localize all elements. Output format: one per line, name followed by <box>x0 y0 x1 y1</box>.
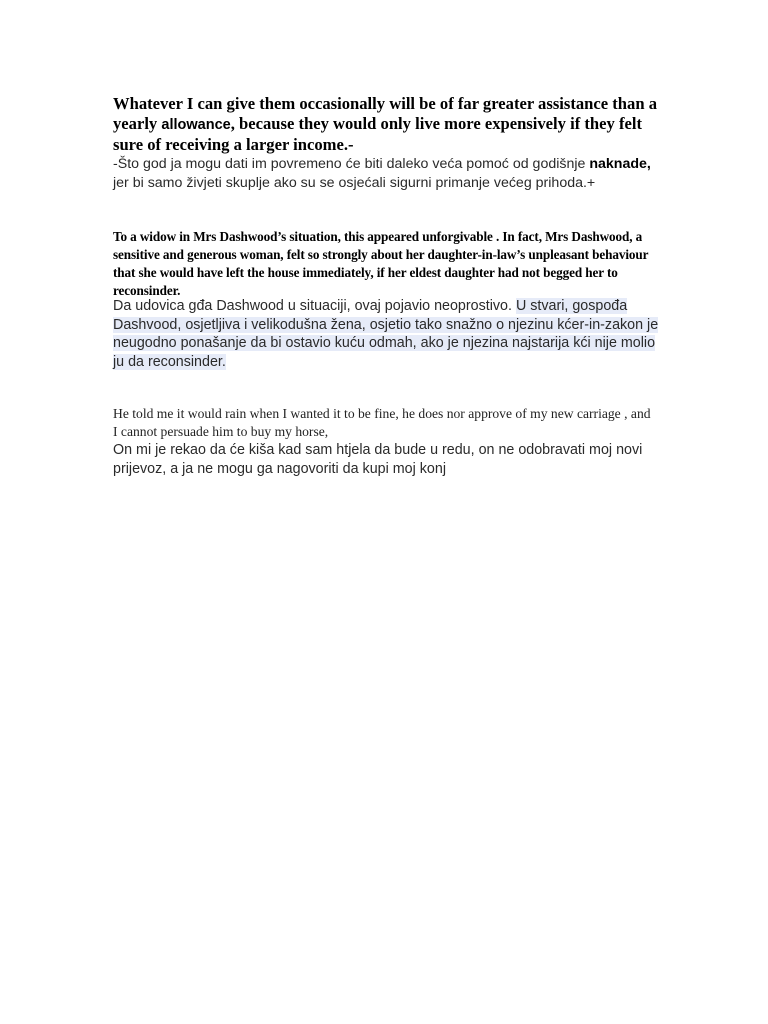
paragraph-2-croatian <box>113 297 661 371</box>
paragraph-2-croatian-plain: Da udovica gđa Dashwood u situaciji, ovaj pojavio neoprostivo. <box>113 298 516 314</box>
paragraph-1-english <box>113 94 658 155</box>
paragraph-1-english-text-start: Whatever I can give them occasionally will be of far greater assistance than a yearly <box>113 94 657 133</box>
paragraph-3-croatian: On mi je rekao da će kiša kad sam htjela da bude u redu, on ne odobravati moj novi prijevoz, a ja ne mogu ga nagovoriti da kupi moj konj <box>113 442 643 477</box>
paragraph-1-english-text-end: , because they would only live more expensively if they felt sure of receiving a larger income.- <box>113 114 642 154</box>
paragraph-1-croatian-text-start: -Što god ja mogu dati im povremeno će biti daleko veća pomoć od godišnje <box>113 156 590 172</box>
bold-word-allowance: allowance <box>161 117 231 133</box>
paragraph-1-croatian <box>113 155 658 192</box>
paragraph-2-croatian-highlighted: U stvari, gospođa Dashvood, osjetljiva i velikodušna žena, osjetio tako snažno o njezinu kćer-in-zakon je neugodno ponašanje da bi ostavio kuću odmah, ako je njezina najstarija kći nije molio ju da reconsinder. <box>113 298 659 370</box>
bold-word-naknade: naknade, <box>589 156 651 172</box>
paragraph-2-english: To a widow in Mrs Dashwood’s situation, this appeared unforgivable . In fact, Mrs Dashwood, a sensitive and generous woman, felt so strongly about her daughter-in-law’s unpleasant behaviour that she would have left the house immediately, if her eldest daughter had not begged her to reconsinder. <box>113 229 649 298</box>
paragraph-3-english: He told me it would rain when I wanted it to be fine, he does nor approve of my new carriage , and I cannot persuade him to buy my horse, <box>113 406 651 439</box>
paragraph-1-croatian-text-end: jer bi samo živjeti skuplje ako su se osjećali sigurni primanje većeg prihoda.+ <box>113 174 596 191</box>
